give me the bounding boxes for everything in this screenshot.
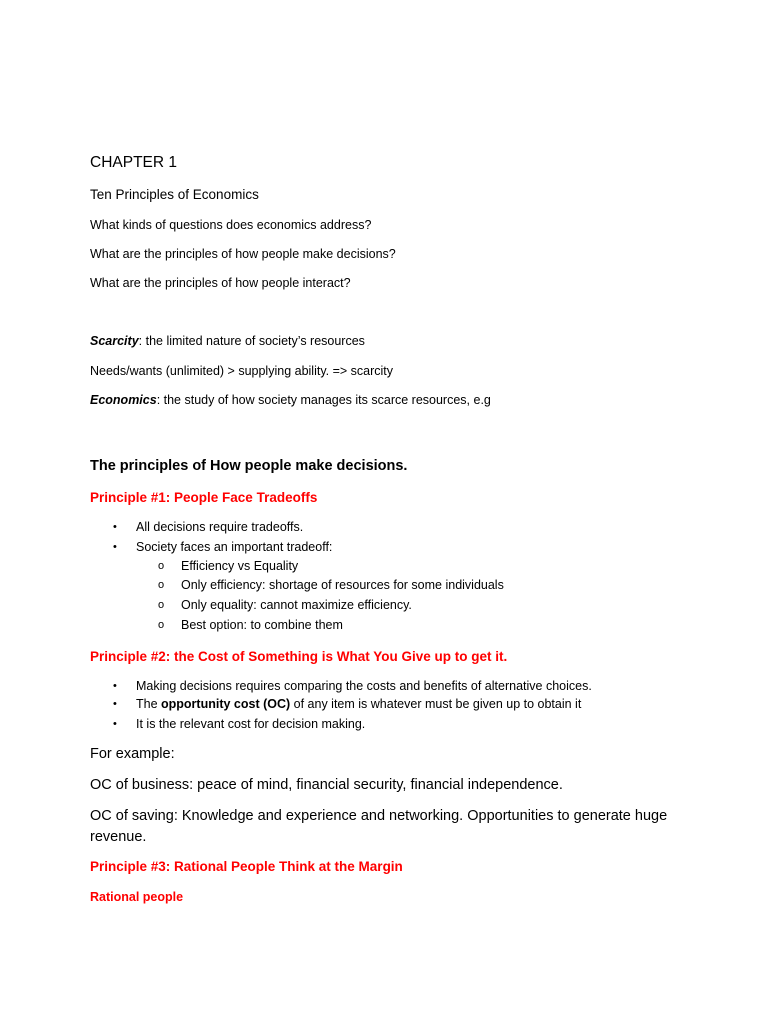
bullet-glyph: •: [113, 718, 117, 730]
sub-bullet-glyph: o: [158, 619, 165, 631]
scarcity-def: : the limited nature of society’s resources: [138, 334, 365, 348]
scarcity-definition: [90, 335, 365, 348]
p1-bullet-2: Society faces an important tradeoff:: [136, 540, 333, 554]
p1-sub-bullet-1: Efficiency vs Equality: [181, 559, 299, 573]
scarcity-term: Scarcity: [90, 334, 139, 348]
needs-line: Needs/wants (unlimited) > supplying ability. => scarcity: [90, 364, 394, 378]
principle-1-heading: Principle #1: People Face Tradeoffs: [90, 490, 318, 505]
question-2: What are the principles of how people make decisions?: [90, 247, 396, 261]
p2-bullet-1: Making decisions requires comparing the costs and benefits of alternative choices.: [136, 679, 592, 693]
question-3: What are the principles of how people interact?: [90, 276, 351, 290]
sub-bullet-glyph: o: [158, 599, 165, 611]
p2-bullet-3: It is the relevant cost for decision making.: [136, 717, 366, 731]
p1-sub-bullet-3: Only equality: cannot maximize efficiency.: [181, 598, 412, 612]
oc-saving-line-2: revenue.: [90, 829, 147, 845]
principle-3-heading: Principle #3: Rational People Think at the Margin: [90, 859, 403, 874]
economics-definition: [90, 394, 491, 407]
p2-bullet-2-pre: The: [136, 697, 162, 711]
p1-sub-bullet-4: Best option: to combine them: [181, 618, 343, 632]
bullet-glyph: •: [113, 698, 117, 710]
principle-2-heading: Principle #2: the Cost of Something is What You Give up to get it.: [90, 649, 508, 664]
example-label: For example:: [90, 746, 175, 762]
oc-saving-line-1: OC of saving: Knowledge and experience and networking. Opportunities to generate huge: [90, 808, 668, 824]
oc-business: OC of business: peace of mind, financial security, financial independence.: [90, 777, 563, 793]
p2-bullet-2-post: of any item is whatever must be given up to obtain it: [290, 697, 582, 711]
chapter-heading: CHAPTER 1: [90, 154, 177, 171]
sub-bullet-glyph: o: [158, 579, 165, 591]
principle-3-subheading: Rational people: [90, 890, 184, 904]
question-1: What kinds of questions does economics address?: [90, 218, 372, 232]
sub-bullet-glyph: o: [158, 560, 165, 572]
p2-bullet-2: [136, 698, 581, 711]
chapter-title: Ten Principles of Economics: [90, 187, 259, 202]
p1-sub-bullet-2: Only efficiency: shortage of resources for some individuals: [181, 578, 504, 592]
economics-term: Economics: [90, 393, 157, 407]
opportunity-cost-term: opportunity cost (OC): [161, 697, 291, 711]
economics-def: : the study of how society manages its scarce resources, e.g: [156, 393, 491, 407]
p1-bullet-1: All decisions require tradeoffs.: [136, 520, 304, 534]
bullet-glyph: •: [113, 680, 117, 692]
bullet-glyph: •: [113, 541, 117, 553]
section-heading: The principles of How people make decisions.: [90, 458, 408, 474]
bullet-glyph: •: [113, 521, 117, 533]
